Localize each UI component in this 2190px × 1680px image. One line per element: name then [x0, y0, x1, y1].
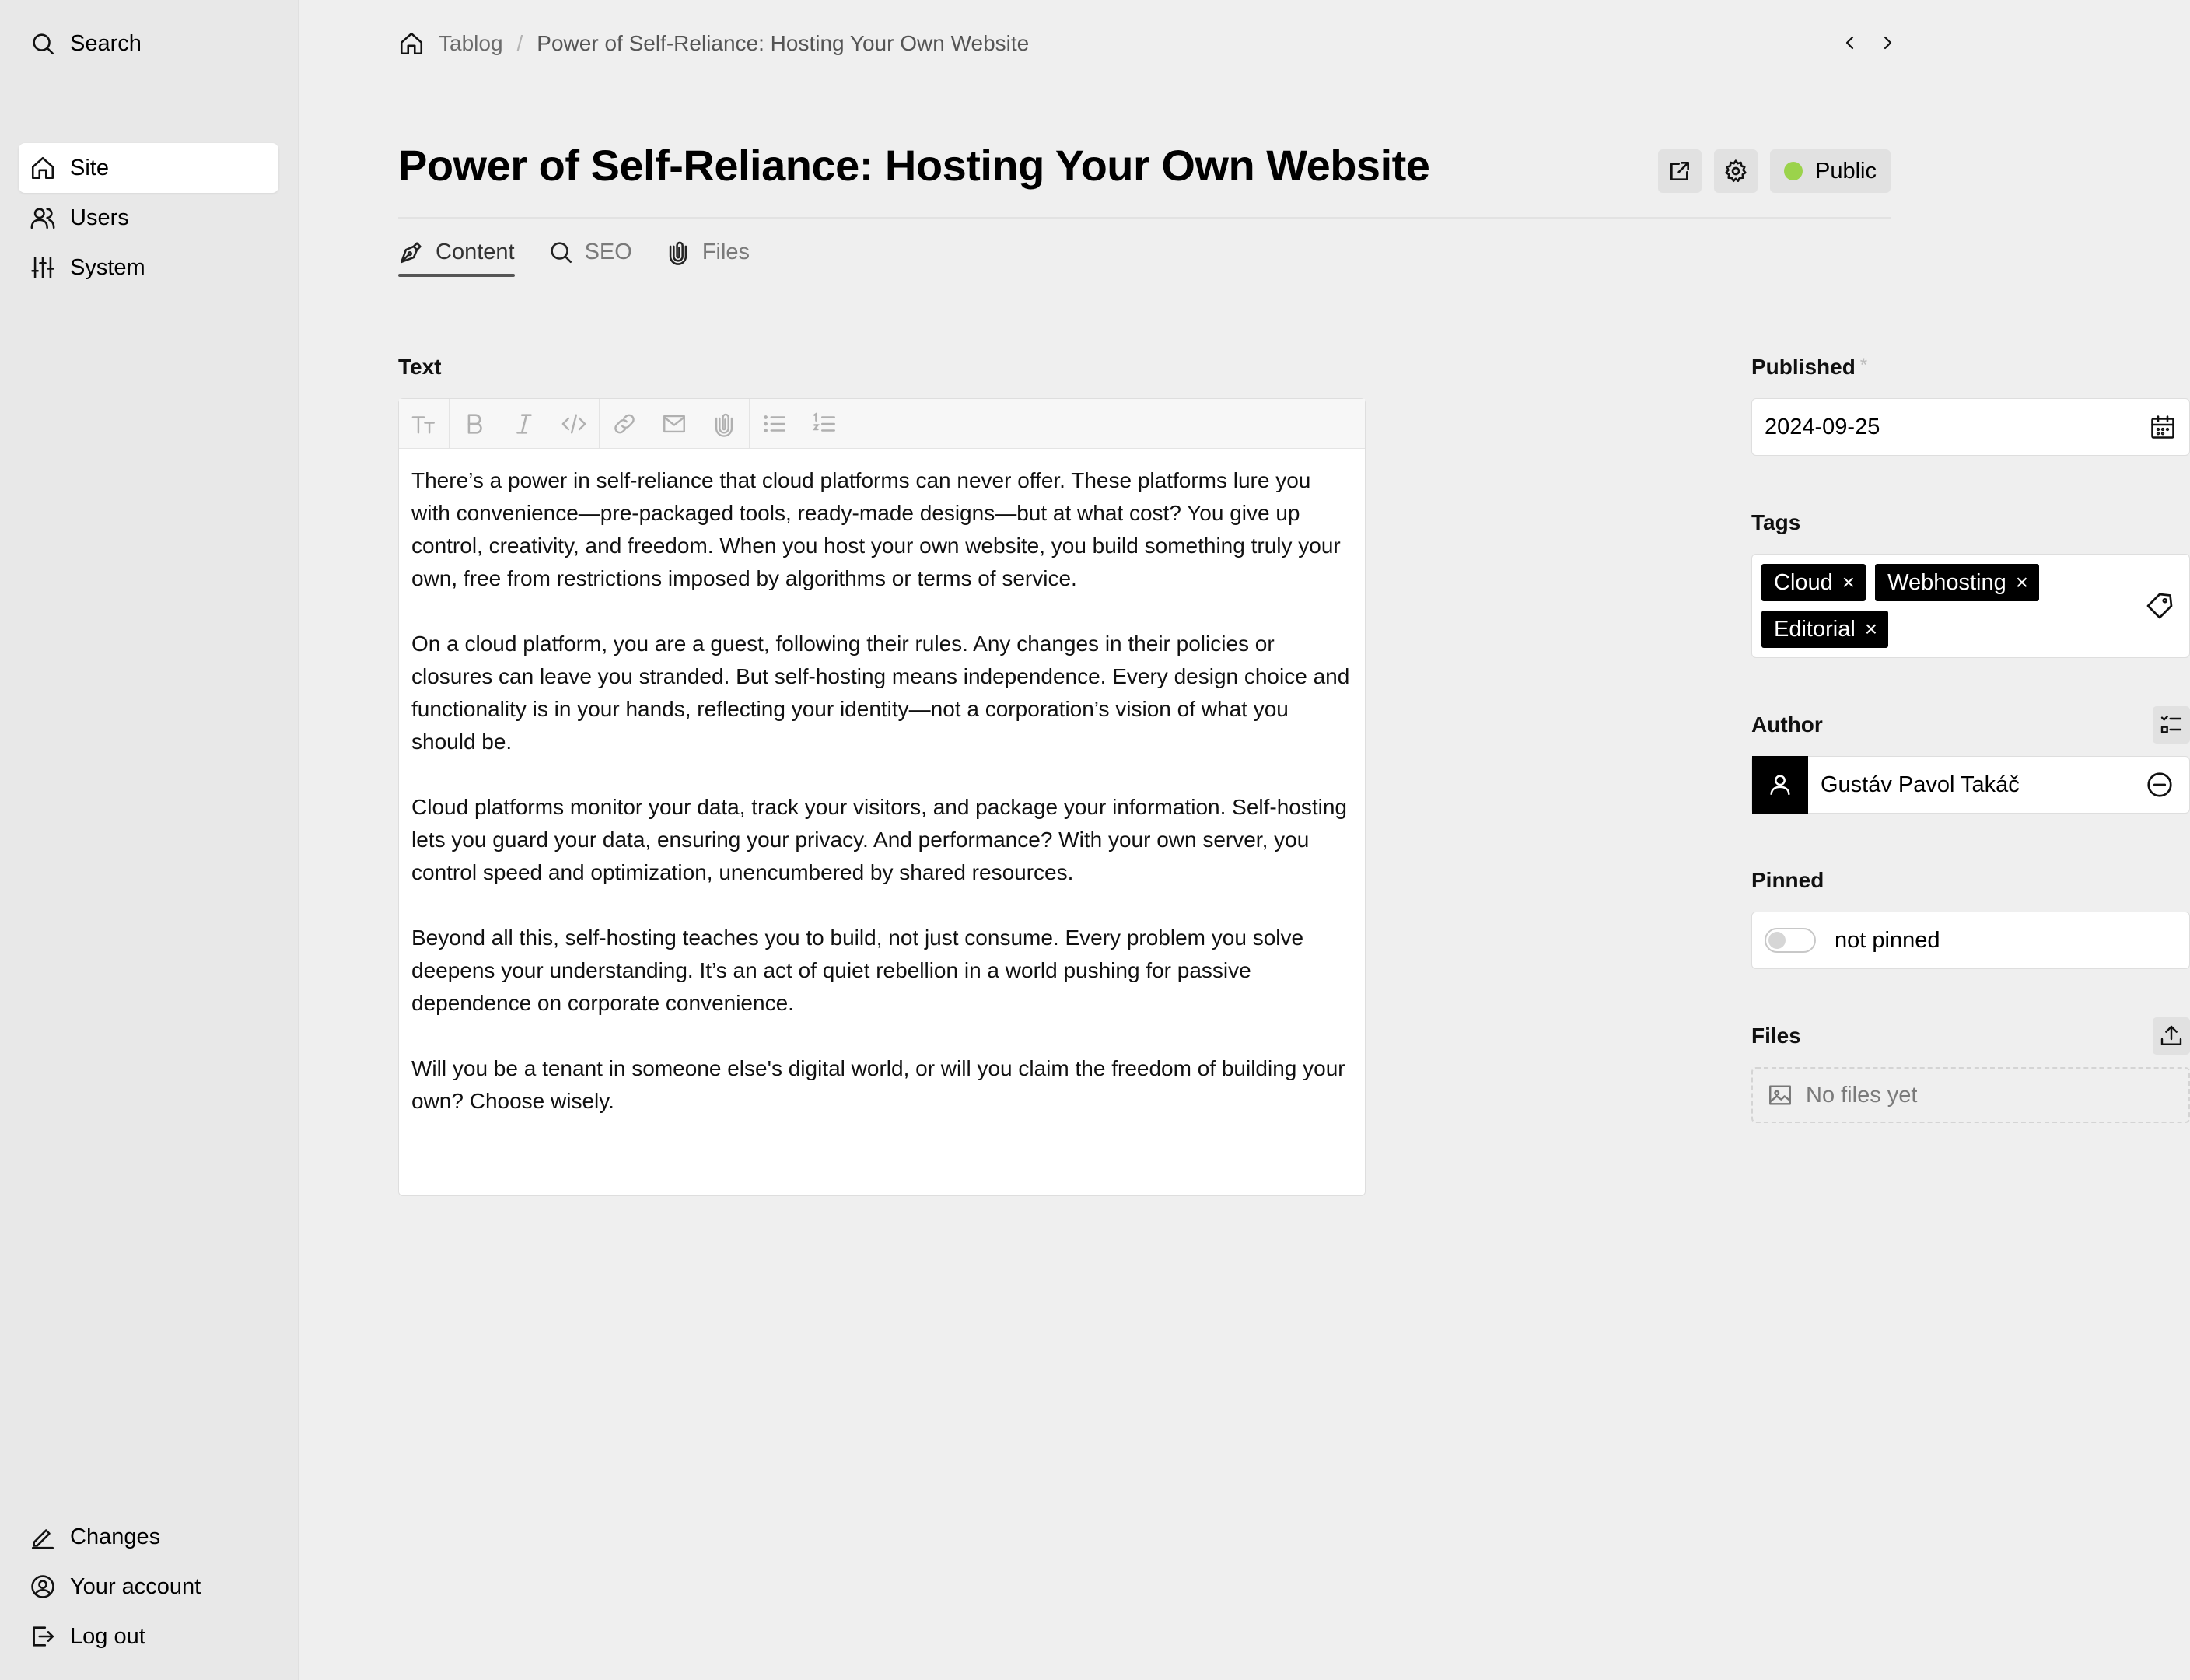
link-button[interactable] [600, 399, 649, 449]
paragraph: Will you be a tenant in someone else's digital world, or will you claim the freedom of building your own? Choose wisely. [411, 1056, 1345, 1113]
main-content [299, 0, 2029, 1680]
header-divider [398, 217, 1891, 219]
tab-label: Files [701, 239, 750, 264]
tags-label: Tags [1751, 510, 1801, 534]
sidebar-item-label: Changes [70, 1524, 161, 1549]
author-field [1751, 756, 2190, 814]
home-icon [30, 155, 56, 181]
paragraph: On a cloud platform, you are a guest, following their rules. Any changes in their policies or closures can leave you stranded. But self-hosting means independence. Every design choice and functionality is in your hands, reflecting your identity—not a corporation’s vision of what you should be. [411, 632, 1350, 754]
breadcrumb [398, 26, 1029, 61]
pen-nib-icon [398, 239, 425, 265]
bullet-list-icon [761, 411, 788, 437]
toolbar-group-heading [399, 399, 450, 449]
italic-icon [511, 411, 537, 437]
upload-button[interactable] [2153, 1017, 2190, 1055]
logout-icon [30, 1623, 56, 1650]
sidebar-item-logout[interactable] [19, 1612, 278, 1661]
previous-button[interactable] [1838, 28, 1862, 58]
breadcrumb-parent-link[interactable]: Tablog [439, 31, 503, 55]
bold-button[interactable] [450, 399, 499, 449]
published-label-text: Published [1751, 355, 1856, 379]
tabs [398, 230, 750, 274]
open-external-button[interactable] [1658, 149, 1702, 193]
tab-content[interactable] [398, 230, 515, 274]
text-field-label: Text [398, 355, 442, 379]
status-label: Public [1815, 158, 1877, 184]
author-label: Author [1751, 712, 1823, 737]
tab-label: Content [436, 239, 515, 264]
image-icon [1767, 1082, 1793, 1108]
search-button[interactable] [19, 19, 278, 68]
files-empty-text: No files yet [1806, 1082, 1918, 1108]
user-icon [1767, 772, 1793, 798]
pinned-toggle[interactable] [1765, 928, 1816, 953]
files-label: Files [1751, 1024, 1801, 1048]
home-icon[interactable] [398, 30, 425, 57]
tag-label: Cloud [1774, 569, 1833, 595]
tag-chip [1761, 564, 1866, 601]
sidebar-item-site[interactable] [19, 143, 278, 193]
breadcrumb-current[interactable]: Power of Self-Reliance: Hosting Your Own Website [537, 31, 1030, 55]
remove-tag-button[interactable]: × [1842, 570, 1856, 594]
sidebar-item-label: System [70, 254, 145, 280]
tag-list [1761, 564, 2104, 648]
tags-field[interactable] [1751, 554, 2190, 658]
paragraph: Cloud platforms monitor your data, track your visitors, and package your information. Self-hosting lets you guard your data, ensuring your privacy. And performance? With your own server, you control speed and optimization, unencumbered by shared resources. [411, 795, 1348, 884]
toolbar-group-lists [750, 399, 849, 449]
author-name: Gustáv Pavol Takáč [1821, 772, 2020, 797]
tag-icon[interactable] [2146, 592, 2174, 620]
sliders-icon [30, 254, 56, 281]
published-label [1751, 355, 1867, 380]
italic-button[interactable] [499, 399, 549, 449]
gear-icon [1723, 159, 1748, 184]
users-icon [30, 205, 56, 231]
published-date-field[interactable] [1751, 398, 2190, 456]
tab-label: SEO [584, 239, 632, 264]
tab-files[interactable] [665, 230, 750, 274]
sidebar-item-label: Site [70, 155, 109, 180]
tag-chip [1761, 611, 1888, 648]
avatar [1752, 756, 1808, 814]
paragraph: Beyond all this, self-hosting teaches you to build, not just consume. Every problem you solve deepens your understanding. It’s an act of quiet rebellion in a world pushing for passive dependence on corporate convenience. [411, 926, 1304, 1015]
external-link-icon [1667, 159, 1692, 184]
heading-button[interactable] [399, 399, 449, 449]
code-icon [561, 411, 587, 437]
required-mark: * [1859, 355, 1868, 376]
tab-seo[interactable] [548, 230, 632, 274]
email-button[interactable] [649, 399, 699, 449]
editor-content[interactable] [399, 449, 1365, 1118]
search-icon [548, 239, 574, 265]
search-label: Search [70, 30, 142, 56]
pinned-field [1751, 912, 2190, 969]
chevron-left-icon [1841, 33, 1859, 52]
status-dot [1784, 162, 1803, 180]
status-button[interactable] [1770, 149, 1891, 193]
sidebar-item-system[interactable] [19, 243, 278, 292]
pencil-icon [30, 1524, 56, 1550]
editor-toolbar [399, 399, 1365, 449]
pager [1838, 28, 1899, 58]
settings-button[interactable] [1714, 149, 1758, 193]
chevron-right-icon [1878, 33, 1897, 52]
toggle-knob [1768, 932, 1786, 949]
checklist-icon [2159, 712, 2184, 737]
header-actions [1658, 149, 1891, 193]
envelope-icon [661, 411, 687, 437]
toolbar-group-format [450, 399, 600, 449]
files-empty-state[interactable] [1751, 1067, 2190, 1123]
search-icon [30, 30, 56, 57]
text-size-icon [411, 411, 437, 437]
paperclip-icon [711, 411, 737, 437]
paperclip-icon [665, 239, 691, 265]
select-author-button[interactable] [2153, 706, 2190, 744]
remove-tag-button[interactable]: × [2015, 570, 2029, 594]
sidebar-item-label: Your account [70, 1573, 201, 1599]
remove-author-icon[interactable] [2146, 771, 2174, 799]
sidebar-item-users[interactable] [19, 193, 278, 243]
sidebar-item-changes[interactable] [19, 1512, 278, 1562]
ordered-list-icon [811, 411, 838, 437]
upload-icon [2159, 1024, 2184, 1048]
attach-file-button[interactable] [699, 399, 749, 449]
toolbar-group-insert [600, 399, 750, 449]
next-button[interactable] [1876, 28, 1899, 58]
calendar-icon[interactable] [2149, 413, 2177, 441]
sidebar-item-label: Log out [70, 1623, 145, 1649]
link-icon [611, 411, 638, 437]
sidebar-item-label: Users [70, 205, 129, 230]
pinned-label: Pinned [1751, 868, 1824, 892]
sidebar-item-account[interactable] [19, 1562, 278, 1612]
breadcrumb-separator: / [516, 31, 523, 55]
code-button[interactable] [549, 399, 599, 449]
page-title: Power of Self-Reliance: Hosting Your Own Website [398, 141, 1430, 190]
tag-label: Webhosting [1887, 569, 2006, 595]
paragraph: There’s a power in self-reliance that cloud platforms can never offer. These platforms lure you with convenience—pre-packaged tools, ready-made designs—but at what cost? You give up control, creativity, and freedom. When you host your own website, you build something truly your own, free from restrictions imposed by algorithms or terms of service. [411, 468, 1341, 590]
tag-chip [1875, 564, 2039, 601]
bullet-list-button[interactable] [750, 399, 799, 449]
remove-tag-button[interactable]: × [1864, 617, 1878, 641]
tag-label: Editorial [1774, 616, 1856, 642]
text-editor[interactable] [398, 398, 1366, 1196]
published-date-value: 2024-09-25 [1765, 414, 1880, 439]
sidebar [0, 0, 299, 1680]
ordered-list-button[interactable] [799, 399, 849, 449]
bold-icon [461, 411, 488, 437]
account-icon [30, 1573, 56, 1600]
pinned-state-text: not pinned [1835, 927, 1940, 953]
